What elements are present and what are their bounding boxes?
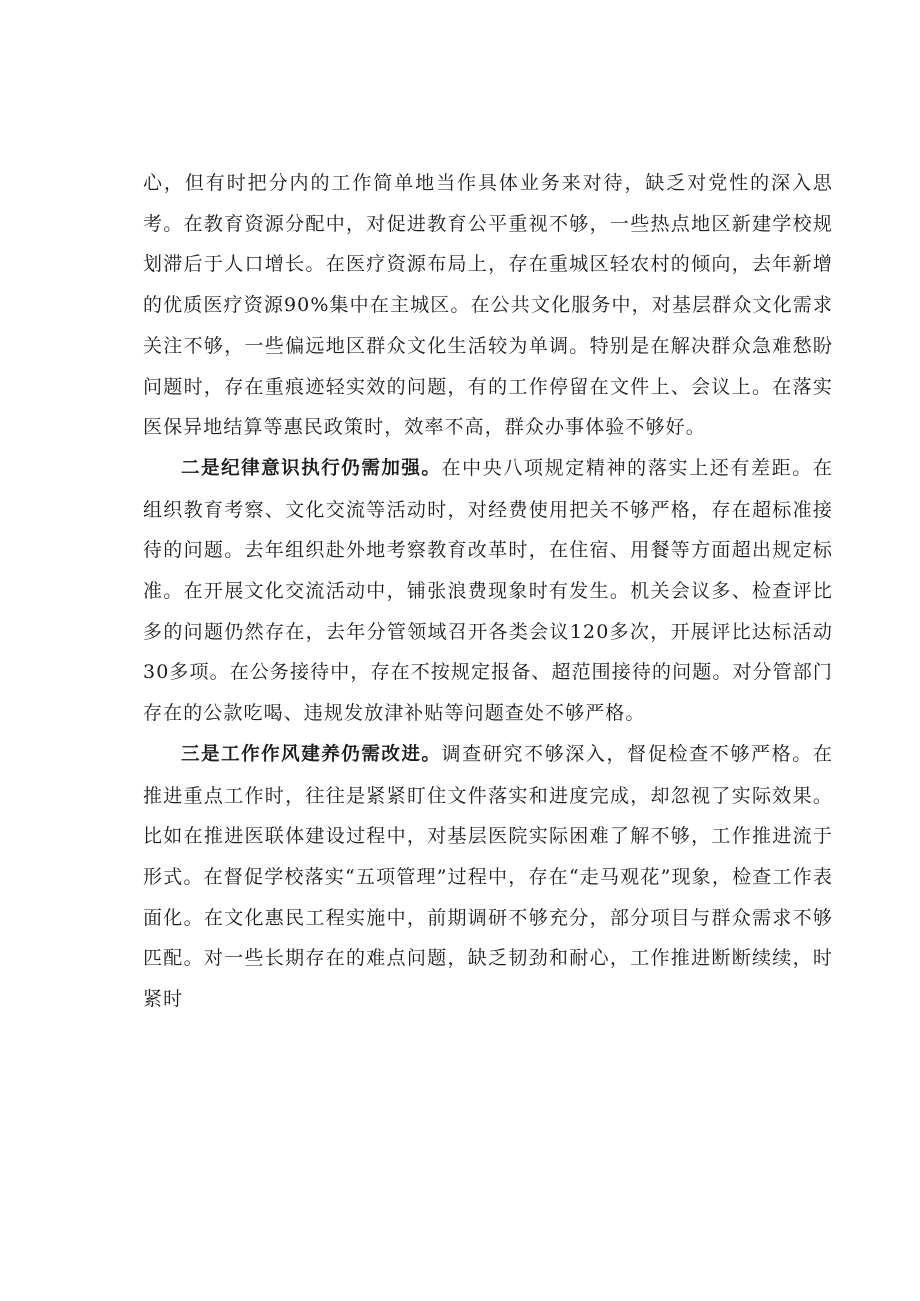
paragraph-discipline (143, 448, 833, 734)
document-body (143, 163, 833, 1020)
paragraph-continuation (143, 163, 833, 448)
paragraph-text: 调查研究不够深入，督促检查不够严格。在推进重点工作时，往往是紧紧盯住文件落实和进度完成，却忽视了实际效果。比如在推进医联体建设过程中，对基层医院实际困难了解不够，工作推进流于形式。在督促学校落实“五项管理”过程中，存在“走马观花”现象，检查工作表面化。在文化惠民工程实施中，前期调研不够充分，部分项目与群众需求不够匹配。对一些长期存在的难点问题，缺乏韧劲和耐心，工作推进断断续续，时紧时 (143, 742, 833, 1011)
paragraph-text: 心，但有时把分内的工作简单地当作具体业务来对待，缺乏对党性的深入思考。在教育资源分配中，对促进教育公平重视不够，一些热点地区新建学校规划滞后于人口增长。在医疗资源布局上，存在重城区轻农村的倾向，去年新增的优质医疗资源90%集中在主城区。在公共文化服务中，对基层群众文化需求关注不够，一些偏远地区群众文化生活较为单调。特别是在解决群众急难愁盼问题时，存在重痕迹轻实效的问题，有的工作停留在文件上、会议上。在落实医保异地结算等惠民政策时，效率不高，群众办事体验不够好。 (143, 172, 833, 439)
paragraph-work-style (143, 734, 833, 1020)
paragraph-heading: 二是纪律意识执行仍需加强。 (181, 457, 442, 479)
paragraph-heading: 三是工作作风建养仍需改进。 (181, 743, 442, 765)
paragraph-text: 在中央八项规定精神的落实上还有差距。在组织教育考察、文化交流等活动时，对经费使用把关不够严格，存在超标准接待的问题。去年组织赴外地考察教育改革时，在住宿、用餐等方面超出规定标准。在开展文化交流活动中，铺张浪费现象时有发生。机关会议多、检查评比多的问题仍然存在，去年分管领域召开各类会议120多次，开展评比达标活动30多项。在公务接待中，存在不按规定报备、超范围接待的问题。对分管部门存在的公款吃喝、违规发放津补贴等问题查处不够严格。 (143, 456, 833, 725)
